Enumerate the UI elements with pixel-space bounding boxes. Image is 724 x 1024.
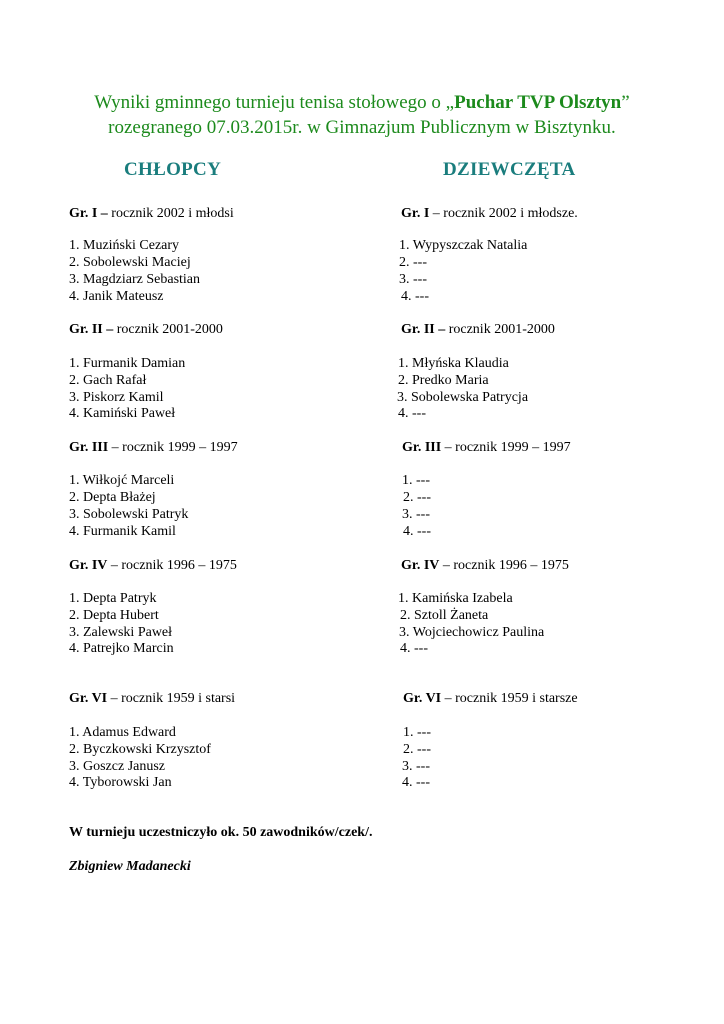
group-desc: – rocznik 1996 – 1975 — [107, 558, 237, 573]
group-label: Gr. IV — [401, 558, 440, 573]
list-item: 3. --- — [402, 759, 430, 774]
group-label: Gr. III — [69, 440, 109, 455]
list-item: 3. Goszcz Janusz — [69, 759, 166, 774]
boys-group-6-header — [69, 690, 235, 707]
group-desc: rocznik 2001-2000 — [113, 322, 223, 337]
list-item: 2. Gach Rafał — [69, 373, 147, 388]
list-item: 4. --- — [400, 641, 428, 656]
group-desc: – rocznik 1959 i starsi — [107, 691, 236, 706]
document-title-line-2: rozegranego 07.03.2015r. w Gimnazjum Publicznym w Bisztynku. — [108, 117, 616, 138]
title-prefix: Wyniki gminnego turnieju tenisa stołowego o „ — [94, 92, 455, 113]
list-item: 2. Sztoll Żaneta — [400, 608, 489, 623]
list-item: 4. --- — [402, 775, 430, 790]
girls-heading: DZIEWCZĘTA — [443, 159, 576, 180]
list-item: 1. Furmanik Damian — [69, 356, 186, 371]
list-item: 3. Piskorz Kamil — [69, 390, 164, 405]
list-item: 4. --- — [398, 406, 426, 421]
boys-group-4-header — [69, 557, 237, 574]
group-label: Gr. VI — [69, 691, 108, 706]
group-desc: – rocznik 1999 – 1997 — [108, 440, 238, 455]
title-cup-name: Puchar TVP Olsztyn — [454, 92, 622, 113]
girls-group-2-header — [401, 321, 555, 338]
group-label: Gr. VI — [403, 691, 442, 706]
list-item: 1. Wiłkojć Marceli — [69, 473, 175, 488]
list-item: 1. Depta Patryk — [69, 591, 157, 606]
list-item: 3. Zalewski Paweł — [69, 625, 173, 640]
list-item: 3. Magdziarz Sebastian — [69, 272, 201, 287]
list-item: 1. Młyńska Klaudia — [398, 356, 509, 371]
group-label: Gr. II – — [401, 322, 446, 337]
list-item: 1. Kamińska Izabela — [398, 591, 513, 606]
list-item: 3. Wojciechowicz Paulina — [399, 625, 545, 640]
participants-note: W turnieju uczestniczyło ok. 50 zawodników/czek/. — [69, 825, 373, 840]
title-suffix: ” — [621, 92, 630, 113]
list-item: 3. Sobolewska Patrycja — [397, 390, 529, 405]
boys-group-1-header — [69, 205, 234, 222]
list-item: 2. Sobolewski Maciej — [69, 255, 191, 270]
boys-group-3-header — [69, 439, 238, 456]
group-desc: rocznik 2001-2000 — [445, 322, 555, 337]
list-item: 2. Depta Hubert — [69, 608, 159, 623]
list-item: 2. --- — [403, 490, 431, 505]
group-label: Gr. I – — [69, 206, 108, 221]
girls-group-4-header — [401, 557, 569, 574]
list-item: 2. --- — [403, 742, 431, 757]
list-item: 1. Muziński Cezary — [69, 238, 180, 253]
boys-heading: CHŁOPCY — [124, 159, 222, 180]
group-desc: rocznik 2002 i młodsi — [107, 206, 234, 221]
list-item: 3. Sobolewski Patryk — [69, 507, 189, 522]
list-item: 3. --- — [402, 507, 430, 522]
group-label: Gr. II – — [69, 322, 114, 337]
group-desc: – rocznik 1999 – 1997 — [441, 440, 571, 455]
list-item: 1. Adamus Edward — [69, 725, 176, 740]
list-item: 2. --- — [399, 255, 427, 270]
list-item: 1. Wypyszczak Natalia — [399, 238, 528, 253]
girls-group-6-header — [403, 690, 578, 707]
group-desc: – rocznik 1996 – 1975 — [439, 558, 569, 573]
girls-group-3-header — [402, 439, 571, 456]
list-item: 4. Kamiński Paweł — [69, 406, 176, 421]
list-item: 4. --- — [401, 289, 429, 304]
list-item: 1. --- — [402, 473, 430, 488]
group-desc: – rocznik 2002 i młodsze. — [429, 206, 578, 221]
document-title-line-1 — [0, 91, 724, 114]
group-label: Gr. IV — [69, 558, 108, 573]
list-item: 2. Depta Błażej — [69, 490, 156, 505]
group-label: Gr. I — [401, 206, 430, 221]
list-item: 2. Byczkowski Krzysztof — [69, 742, 211, 757]
girls-group-1-header — [401, 205, 578, 222]
list-item: 4. Tyborowski Jan — [69, 775, 172, 790]
list-item: 4. --- — [403, 524, 431, 539]
group-desc: – rocznik 1959 i starsze — [441, 691, 578, 706]
list-item: 4. Furmanik Kamil — [69, 524, 176, 539]
group-label: Gr. III — [402, 440, 442, 455]
list-item: 4. Janik Mateusz — [69, 289, 164, 304]
list-item: 3. --- — [399, 272, 427, 287]
list-item: 4. Patrejko Marcin — [69, 641, 174, 656]
author-signature: Zbigniew Madanecki — [69, 859, 191, 874]
list-item: 2. Predko Maria — [398, 373, 489, 388]
boys-group-2-header — [69, 321, 223, 338]
list-item: 1. --- — [403, 725, 431, 740]
